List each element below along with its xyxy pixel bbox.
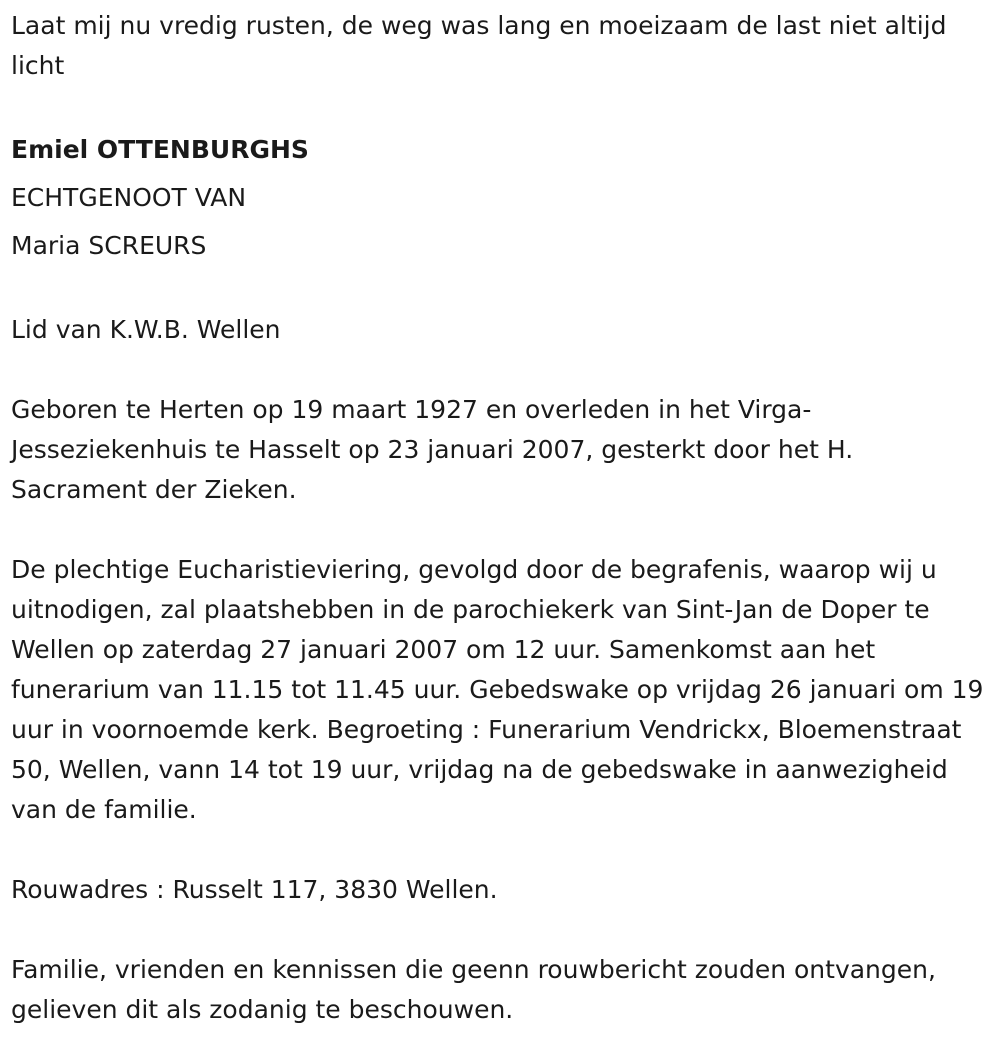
spouse-name: Maria SCREURS [11,231,207,260]
motto-text: Laat mij nu vredig rusten, de weg was lang en moeizaam de last niet altijd licht [11,11,947,80]
deceased-name: Emiel OTTENBURGHS [11,135,309,164]
spacer [11,86,996,126]
obituary-document [11,6,996,1030]
spacer [11,350,996,390]
spacer [11,910,996,950]
relation-text: ECHTGENOOT VAN [11,183,247,212]
birth-death-text: Geboren te Herten op 19 maart 1927 en overleden in het Virga-Jesseziekenhuis te Hasselt op 23 januari 2007, gesterkt door het H. Sacrament der Zieken. [11,395,854,504]
spacer [11,510,996,550]
spacer [11,270,996,310]
ceremony-text: De plechtige Eucharistieviering, gevolgd door de begrafenis, waarop wij u uitnodigen, zal plaatshebben in de parochiekerk van Sint-Jan de Doper te Wellen op zaterdag 27 januari 2007 om 12 uur. Samenkomst aan het funerarium van 11.15 tot 11.45 uur. Gebedswake op vrijdag 26 januari om 19 uur in voornoemde kerk. Begroeting : Funerarium Vendrickx, Bloemenstraat 50, Wellen, vann 14 tot 19 uur, vrijdag na de gebedswake in aanwezigheid van de familie. [11,555,984,824]
closing-text: Familie, vrienden en kennissen die geenn rouwbericht zouden ontvangen, gelieven dit als zodanig te beschouwen. [11,955,936,1024]
membership-text: Lid van K.W.B. Wellen [11,315,281,344]
spacer [11,830,996,870]
address-text: Rouwadres : Russelt 117, 3830 Wellen. [11,875,498,904]
